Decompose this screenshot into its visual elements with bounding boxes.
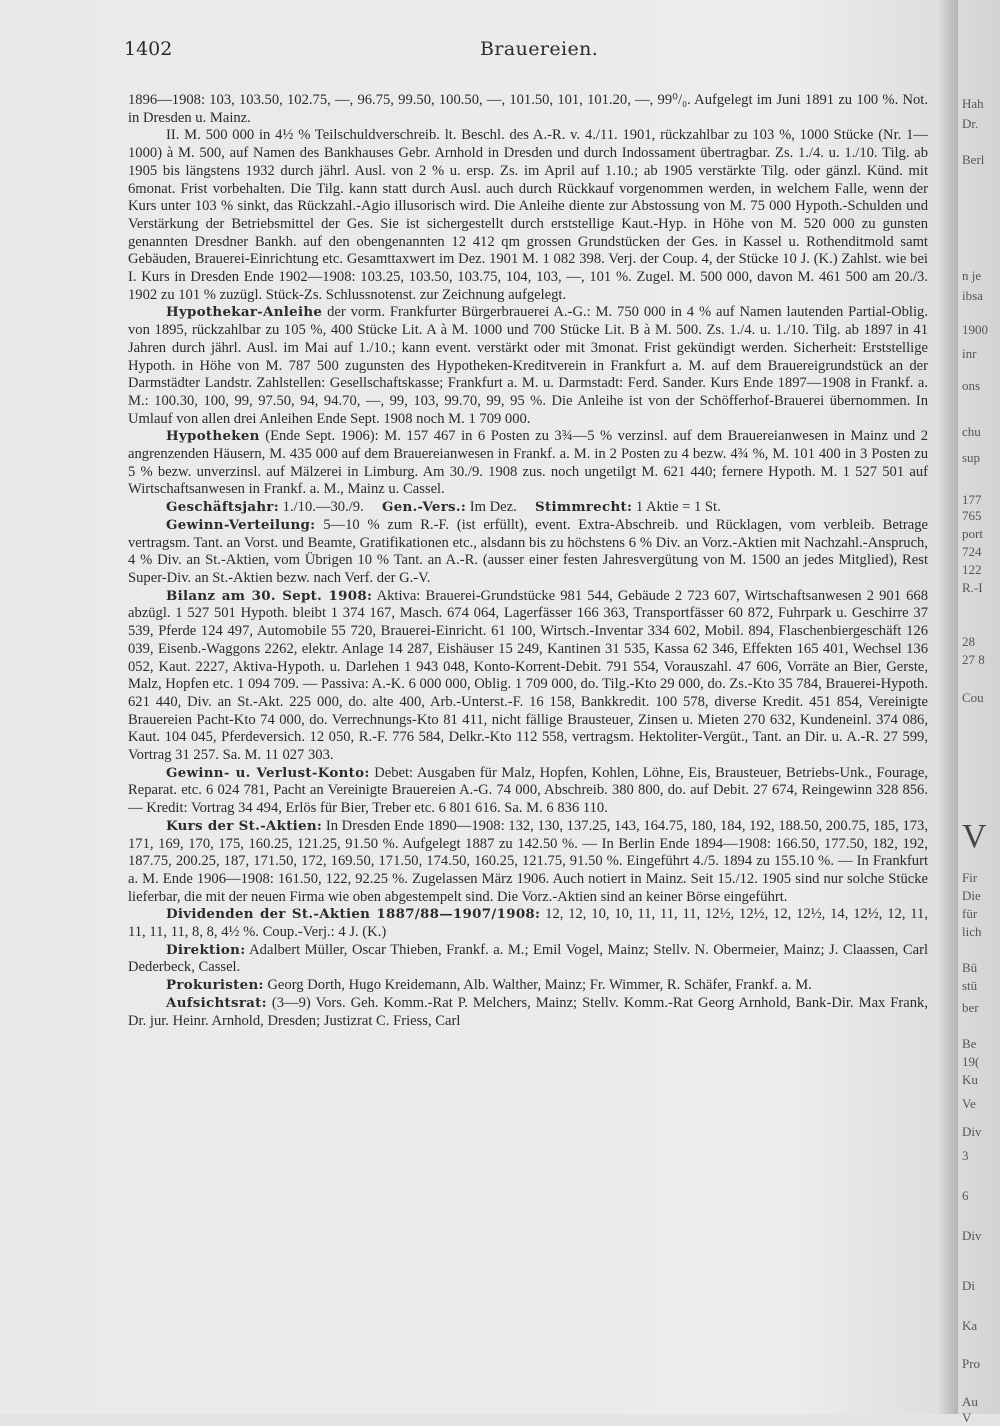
paragraph-text: 1 Aktie = 1 St. — [635, 499, 721, 516]
body-text — [128, 92, 928, 1030]
neighbor-page-text: n je — [962, 268, 982, 283]
neighbor-page-text: port — [962, 526, 983, 541]
paragraph-text: 5—10 % zum R.-F. (ist erfüllt), event. Extra-Abschreib. und Rücklagen, vom verbleib. Betrage vertragsm. Tant. an Vorst. und Beamte, Gratifikationen etc., alsdann bis zu höchstens 6 % Div. an Vorz.-Aktien mit Nachzahl.-Anspruch, 4 % Div. an St.-Aktien, vom Übrigen 10 % Tant. an A.-R. (ausser einer festen Jahresvergütung von M. 1500 an jedes Mitglied), Rest Super-Div. an St.-Aktien bezw. nach Verf. der G.-V. — [128, 516, 928, 586]
neighbor-page-text: Bü — [962, 960, 978, 975]
neighbor-page-text: R.-I — [962, 580, 983, 595]
paragraph-text: Aktiva: Brauerei-Grundstücke 981 544, Gebäude 2 723 607, Wirtschaftsanwesen 2 901 668 abzügl. 1 527 501 Hypoth. bleibt 1 374 167, Masch. 674 064, Lagerfässer 166 363, Transportfässer 60 872, Fuhrpark u. Geschirre 37 539, Pferde 124 497, Automobile 55 720, Brauerei-Einricht. 61 100, Wirtsch.-Inventar 334 602, Mobil. 894, Flaschenbiergeschäft 126 039, Eisenb.-Waggons 2262, elektr. Anlage 14 287, Eishäuser 15 249, Kantinen 31 535, Kassa 62 346, Effekten 165 401, Wechsel 136 052, Kaut. 2227, Aktiva-Hypoth. u. Darlehen 1 943 048, Konto-Korrent-Debit. 791 554, Vorauszahl. 47 606, Vorräte an Bier, Gerste, Malz, Hopfen etc. 1 094 709. — Passiva: A.-K. 6 000 000, Oblig. 1 709 000, do. Tilg.-Kto 29 000, do. Zs.-Kto 35 784, Brauerei-Hypoth. 621 440, Div. an St.-Akt. 225 000, do. alte 400, Arb.-Unterst.-F. 16 158, Bankkredit. 100 578, diverse Kredit. 451 854, Vereinigte Brauereien Pacht-Kto 74 000, do. Verrechnungs-Kto 81 411, nicht fällige Brausteuer, Zinsen u. Mieten 270 632, Kundeneinl. 374 086, Kaut. 104 045, Pferdeversich. 12 050, R.-F. 776 584, Delkr.-Kto 112 558, vertragsm. Hektoliter-Vergüt., Tant. an Dir. u. A.-R. 27 599, Vortrag 31 257. Sa. M. 11 027 303. — [128, 587, 928, 764]
neighbor-page-fragment — [958, 0, 1000, 1425]
page-title: Brauereien. — [480, 38, 599, 60]
neighbor-page-text: Ku — [962, 1072, 978, 1087]
paragraph-text: In Dresden Ende 1890—1908: 132, 130, 137.25, 143, 164.75, 180, 184, 192, 188.50, 200.75, 185, 173, 171, 169, 170, 175, 160.25, 121.25, 91.50 %. Aufgelegt 1887 zu 142.50 %. — In Berlin Ende 1894—1908: 166.50, 177.50, 182, 192, 187.75, 200.25, 187, 171.50, 172, 169.50, 171.50, 174.50, 160.25, 121.75, 91.50 %. Eingeführt 4./5. 1894 zu 155.10 %. — In Frankfurt a. M. Ende 1906—1908: 161.50, 122, 92.25 %. Zugelassen März 1906. Auch notiert in Mainz. Seit 15./12. 1905 sind nur solche Stücke lieferbar, die mit der neuen Firma wie oben abgestempelt sind. Die Vorz.-Aktien sind an keiner Börse eingeführt. — [128, 817, 928, 905]
paragraph — [128, 942, 928, 977]
paragraph — [128, 304, 928, 428]
paragraph-text: Adalbert Müller, Oscar Thieben, Frankf. a. M.; Emil Vogel, Mainz; Stellv. N. Obermeier, Mainz; J. Claassen, Carl Dederbeck, Cassel. — [128, 941, 928, 976]
neighbor-page-text: 122 — [962, 562, 982, 577]
paragraph-heading: Direktion: — [166, 941, 246, 958]
paragraph-text: 1./10.—30./9. — [282, 499, 364, 516]
paragraph — [128, 995, 928, 1030]
paragraph-text: Im Dez. — [469, 499, 517, 516]
paragraph — [128, 977, 928, 995]
neighbor-page-text: stü — [962, 978, 978, 993]
paragraph-text: der vorm. Frankfurter Bürgerbrauerei A.-G.: M. 750 000 in 4 % auf Namen lautenden Partial-Oblig. von 1895, rückzahlbar zu 105 %, 400 Stücke Lit. A à M. 1000 und 700 Stücke Lit. B à M. 500. Zs. 1./4. u. 1./10. Tilg. ab 1897 in 41 Jahren durch jährl. Ausl. im Mai auf 1./10.; kann event. verstärkt oder mit 3monat. Frist gekündigt werden. Sicherheit: Erststellige Hypoth. in Höhe von M. 787 500 zugunsten des Hypotheken-Kreditverein in Frankfurt a. M. auf dem Brauereigrundstück an der Darmstädter Landstr. Zahlstellen: Gesellschaftskasse; Frankfurt a. M. u. Darmstadt: Ferd. Sander. Kurs Ende 1897—1908 in Frankf. a. M.: 100.30, 100, 99, 97.50, 94, 94.70, —, 99, 103, 99.70, 99, 95 %. Die Anleihe ist von der Schöfferhof-Brauerei übernommen. In Umlauf von allen drei Anleihen Ende Sept. 1908 noch M. 1 709 000. — [128, 304, 928, 427]
paragraph-text: Debet: Ausgaben für Malz, Hopfen, Kohlen, Löhne, Eis, Brausteuer, Betriebs-Unk., Fourage, Reparat. etc. 6 024 781, Pacht an Vereinigte Brauereien A.-G. 74 000, Abschreib. 380 800, do. auf Debit. 27 674, Reingewinn 328 856. — Kredit: Vortrag 34 494, Erlös für Bier, Treber etc. 6 801 616. Sa. M. 6 836 110. — [128, 764, 929, 817]
neighbor-page-text: V — [962, 818, 987, 855]
neighbor-page-text: 28 — [962, 634, 975, 649]
neighbor-page-text: 765 — [962, 508, 982, 523]
paragraph-text: (Ende Sept. 1906): M. 157 467 in 6 Posten zu 3¾—5 % verzinsl. auf dem Brauereianwesen in Mainz und 2 angrenzenden Häusern, M. 435 000 auf dem Brauereianwesen in Frankf. a. M. in 2 Posten zu 4 bezw. 4¾ %, M. 101 400 in 3 Posten zu 5 % bezw. unverzinsl. auf Mälzerei in Limburg. Am 30./9. 1908 zus. noch ungetilgt M. 621 440; fernere Hypoth. M. 1 527 501 auf Wirtschaftsanwesen in Frankf. a. M., Mainz u. Cassel. — [128, 428, 928, 498]
neighbor-page-text: Dr. — [962, 116, 979, 131]
neighbor-page-text: 724 — [962, 544, 982, 559]
paragraph-heading: Hypotheken — [166, 428, 260, 445]
neighbor-page-text: Ve — [962, 1096, 976, 1111]
paragraph-heading: Gen.-Vers.: — [381, 499, 467, 516]
neighbor-page-text: sup — [962, 450, 981, 465]
neighbor-page-text: 177 — [962, 492, 982, 507]
paragraph-heading: Stimmrecht: — [535, 499, 633, 516]
paragraph — [128, 92, 928, 127]
neighbor-page-text: 3 — [962, 1148, 969, 1163]
page-number: 1402 — [124, 38, 173, 60]
paragraph — [128, 906, 928, 941]
paragraph-text: (3—9) Vors. Geh. Komm.-Rat P. Melchers, Mainz; Stellv. Komm.-Rat Georg Arnhold, Bank-Dir. Max Frank, Dr. jur. Heinr. Arnhold, Dresden; Justizrat C. Friess, Carl — [128, 994, 928, 1029]
neighbor-page-text: Div — [962, 1228, 982, 1243]
paragraph-heading: Bilanz am 30. Sept. 1908: — [166, 587, 373, 604]
paragraph-text: 12, 12, 10, 10, 11, 11, 11, 12½, 12½, 12, 12½, 14, 12½, 12, 11, 11, 11, 11, 8, 8, 4½ %. Coup.-Verj.: 4 J. (K.) — [128, 906, 928, 941]
paragraph — [128, 818, 928, 907]
paragraph-heading: Hypothekar-Anleihe — [166, 304, 323, 321]
paragraph — [128, 517, 928, 588]
paragraph — [128, 428, 928, 499]
paragraph-heading: Geschäftsjahr: — [166, 499, 279, 516]
neighbor-page-text: ibsa — [962, 288, 983, 303]
neighbor-page-text: für — [962, 906, 978, 921]
neighbor-page-text: ons — [962, 378, 981, 393]
neighbor-page-text: Di — [962, 1278, 975, 1293]
paragraph-heading: Gewinn- u. Verlust-Konto: — [166, 764, 370, 781]
neighbor-page-text: Pro — [962, 1356, 981, 1371]
neighbor-page-text: inr — [962, 346, 977, 361]
paragraph — [128, 765, 928, 818]
page-header — [124, 38, 928, 68]
neighbor-page-text: 6 — [962, 1188, 969, 1203]
neighbor-page-text: Die — [962, 888, 981, 903]
neighbor-page-text: Fir — [962, 870, 978, 885]
paragraph-text: Georg Dorth, Hugo Kreidemann, Alb. Walther, Mainz; Fr. Wimmer, R. Schäfer, Frankf. a. M. — [267, 977, 812, 994]
neighbor-page-text: Ka — [962, 1318, 978, 1333]
neighbor-page-text: Hah — [962, 96, 984, 111]
book-gutter-shadow — [938, 0, 958, 1414]
paragraph-heading: Aufsichtsrat: — [166, 994, 267, 1011]
neighbor-page-text: V — [962, 1410, 972, 1425]
neighbor-page-text: 1900 — [962, 322, 988, 337]
neighbor-page-text: Au — [962, 1394, 978, 1409]
paragraph-text: 1896—1908: 103, 103.50, 102.75, —, 96.75, 99.50, 100.50, —, 101.50, 101, 101.20, —, 99⁰/₀. Aufgelegt im Juni 1891 zu 100 %. Not. in Dresden u. Mainz. — [128, 92, 928, 126]
neighbor-page-text: lich — [962, 924, 982, 939]
paragraph-heading: Prokuristen: — [166, 977, 264, 994]
paragraph-heading: Dividenden der St.-Aktien 1887/88—1907/1908: — [166, 906, 541, 923]
neighbor-page-text: Cou — [962, 690, 984, 705]
neighbor-page-text: 19( — [962, 1054, 980, 1069]
neighbor-page-text: Berl — [962, 152, 985, 167]
neighbor-page-text: chu — [962, 424, 981, 439]
neighbor-page-text: Be — [962, 1036, 977, 1051]
paragraph — [128, 127, 928, 304]
neighbor-page-text: ber — [962, 1000, 979, 1015]
paragraph-heading: Kurs der St.-Aktien: — [166, 817, 323, 834]
paragraph — [128, 499, 928, 517]
paragraph — [128, 588, 928, 765]
paragraph-text: II. M. 500 000 in 4½ % Teilschuldverschreib. lt. Beschl. des A.-R. v. 4./11. 1901, rückzahlbar zu 103 %, 1000 Stücke (Nr. 1—1000) à M. 500, auf Namen des Bankhauses Gebr. Arnhold in Dresden und durch Indossament übertragbar. Zs. 1./4. u. 1./10. Tilg. ab 1905 bis längstens 1932 durch jährl. Ausl. von 2 % u. ersp. Zs. im April auf 1.10.; ab 1905 verstärkte Tilg. oder gänzl. Künd. mit 6monat. Frist vorbehalten. Die Tilg. kann statt durch Ausl. auch durch Rückkauf vorgenommen werden, in welchem Falle, wenn der Kurs unter 103 % sinkt, das Rückzahl.-Agio illusorisch wird. Die Anleihe diente zur Abstossung von M. 75 000 Hypoth.-Schulden und Verstärkung der Betriebsmittel der Ges. Sie ist sichergestellt durch erststellige Kaut.-Hyp. in Höhe von M. 520 000 zu gunsten genannten Dresdner Bankh. auf den obengenannten 12 412 qm grossen Grundstücken der Ges. in Kassel u. Rothenditmold samt Gebäuden, Brauerei-Einrichtung etc. Gesamttaxwert im Dez. 1901 M. 1 082 398. Verj. der Coup. 4, der Stücke 10 J. (K.) Zahlst. wie bei I. Kurs in Dresden Ende 1902—1908: 103.25, 103.50, 103.75, 104, 103, —, 101 %. Zugel. M. 500 000, davon M. 461 500 am 20./3. 1902 zu 101 % zuzügl. Stück-Zs. Schlussnotenst. zur Zeichnung aufgelegt. — [128, 127, 928, 303]
neighbor-page-text: Div — [962, 1124, 982, 1139]
paragraph-heading: Gewinn-Verteilung: — [166, 516, 316, 533]
neighbor-page-text: 27 8 — [962, 652, 985, 667]
